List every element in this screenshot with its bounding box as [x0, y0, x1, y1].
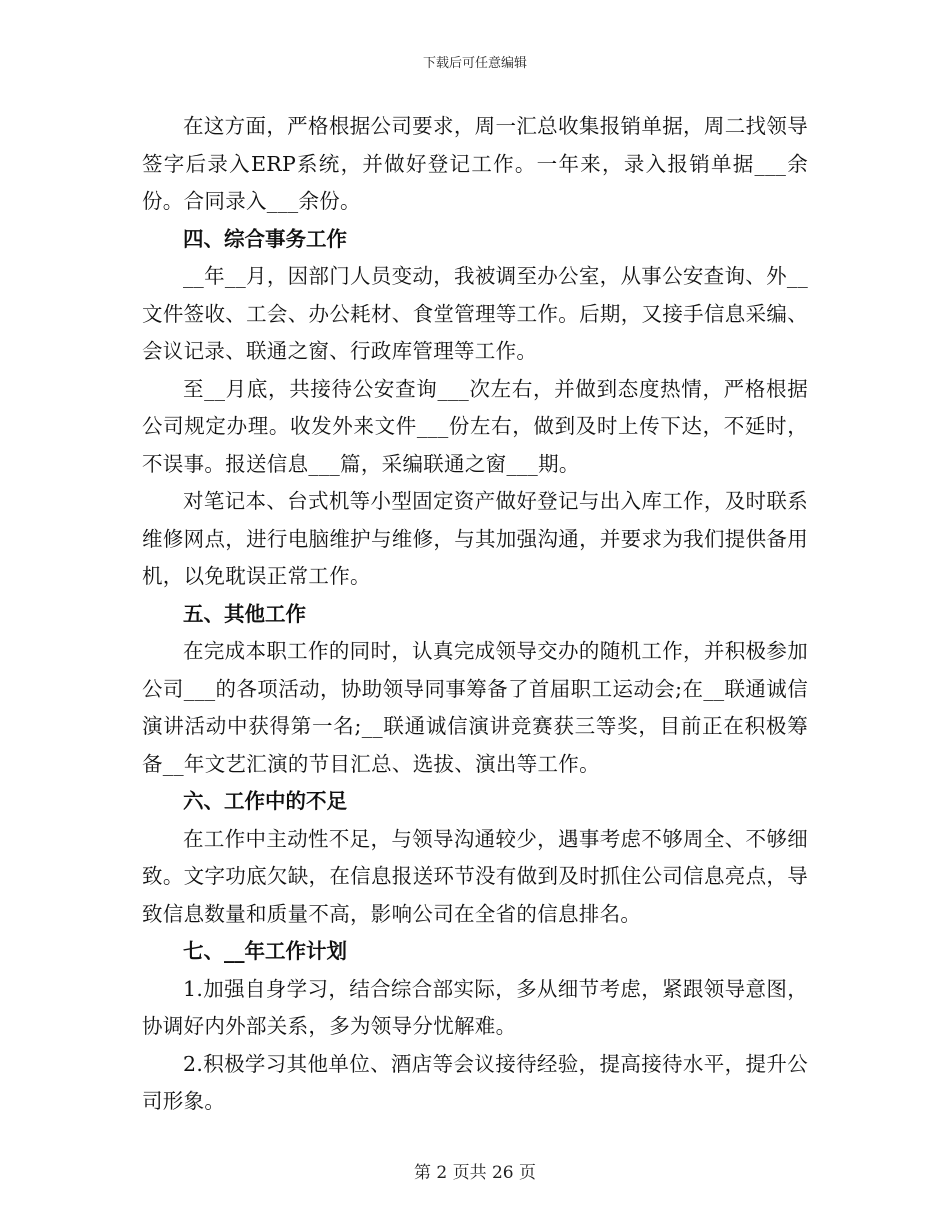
- page-number: 第 2 页共 26 页: [413, 1163, 537, 1183]
- paragraph-shortcomings: 在工作中主动性不足，与领导沟通较少，遇事考虑不够周全、不够细致。文字功底欠缺，在信息报送环节没有做到及时抓住公司信息亮点，导致信息数量和质量不高，影响公司在全省的信息排名。: [142, 826, 808, 926]
- page-header: 下载后可任意编辑: [422, 56, 527, 71]
- paragraph-fixed-assets: 对笔记本、台式机等小型固定资产做好登记与出入库工作，及时联系维修网点，进行电脑维护与维修，与其加强沟通，并要求为我们提供备用机，以免耽误正常工作。: [142, 489, 808, 588]
- section-heading-work-plan: 七、__年工作计划: [183, 939, 347, 963]
- paragraph-reimbursement: 在这方面，严格根据公司要求，周一汇总收集报销单据，周二找领导签字后录入ERP系统，并做好登记工作。一年来，录入报销单据___余份。合同录入___余份。: [142, 114, 808, 213]
- paragraph-other-activities: 在完成本职工作的同时，认真完成领导交办的随机工作，并积极参加公司___的各项活动，协助领导同事筹备了首届职工运动会;在__联通诚信演讲活动中获得第一名;__联通诚信演讲竞赛获三等奖，目前正在积极筹备__年文艺汇演的节目汇总、选拔、演出等工作。: [142, 639, 808, 776]
- section-heading-general-affairs: 四、综合事务工作: [183, 226, 347, 251]
- paragraph-reception-stats: 至__月底，共接待公安查询___次左右，并做到态度热情，严格根据公司规定办理。收发外来文件___份左右，做到及时上传下达，不延时，不误事。报送信息___篇，采编联通之窗___期。: [142, 376, 808, 476]
- paragraph-plan-item-1: 1.加强自身学习，结合综合部实际，多从细节考虑，紧跟领导意图，协调好内外部关系，多为领导分忧解难。: [142, 976, 808, 1038]
- section-heading-other-work: 五、其他工作: [183, 601, 306, 626]
- section-heading-shortcomings: 六、工作中的不足: [183, 789, 347, 813]
- document-body: [142, 108, 808, 1121]
- paragraph-transfer: __年__月，因部门人员变动，我被调至办公室，从事公安查询、外__文件签收、工会、办公耗材、食堂管理等工作。后期，又接手信息采编、会议记录、联通之窗、行政库管理等工作。: [142, 264, 808, 363]
- paragraph-plan-item-2: 2.积极学习其他单位、酒店等会议接待经验，提高接待水平，提升公司形象。: [142, 1051, 808, 1113]
